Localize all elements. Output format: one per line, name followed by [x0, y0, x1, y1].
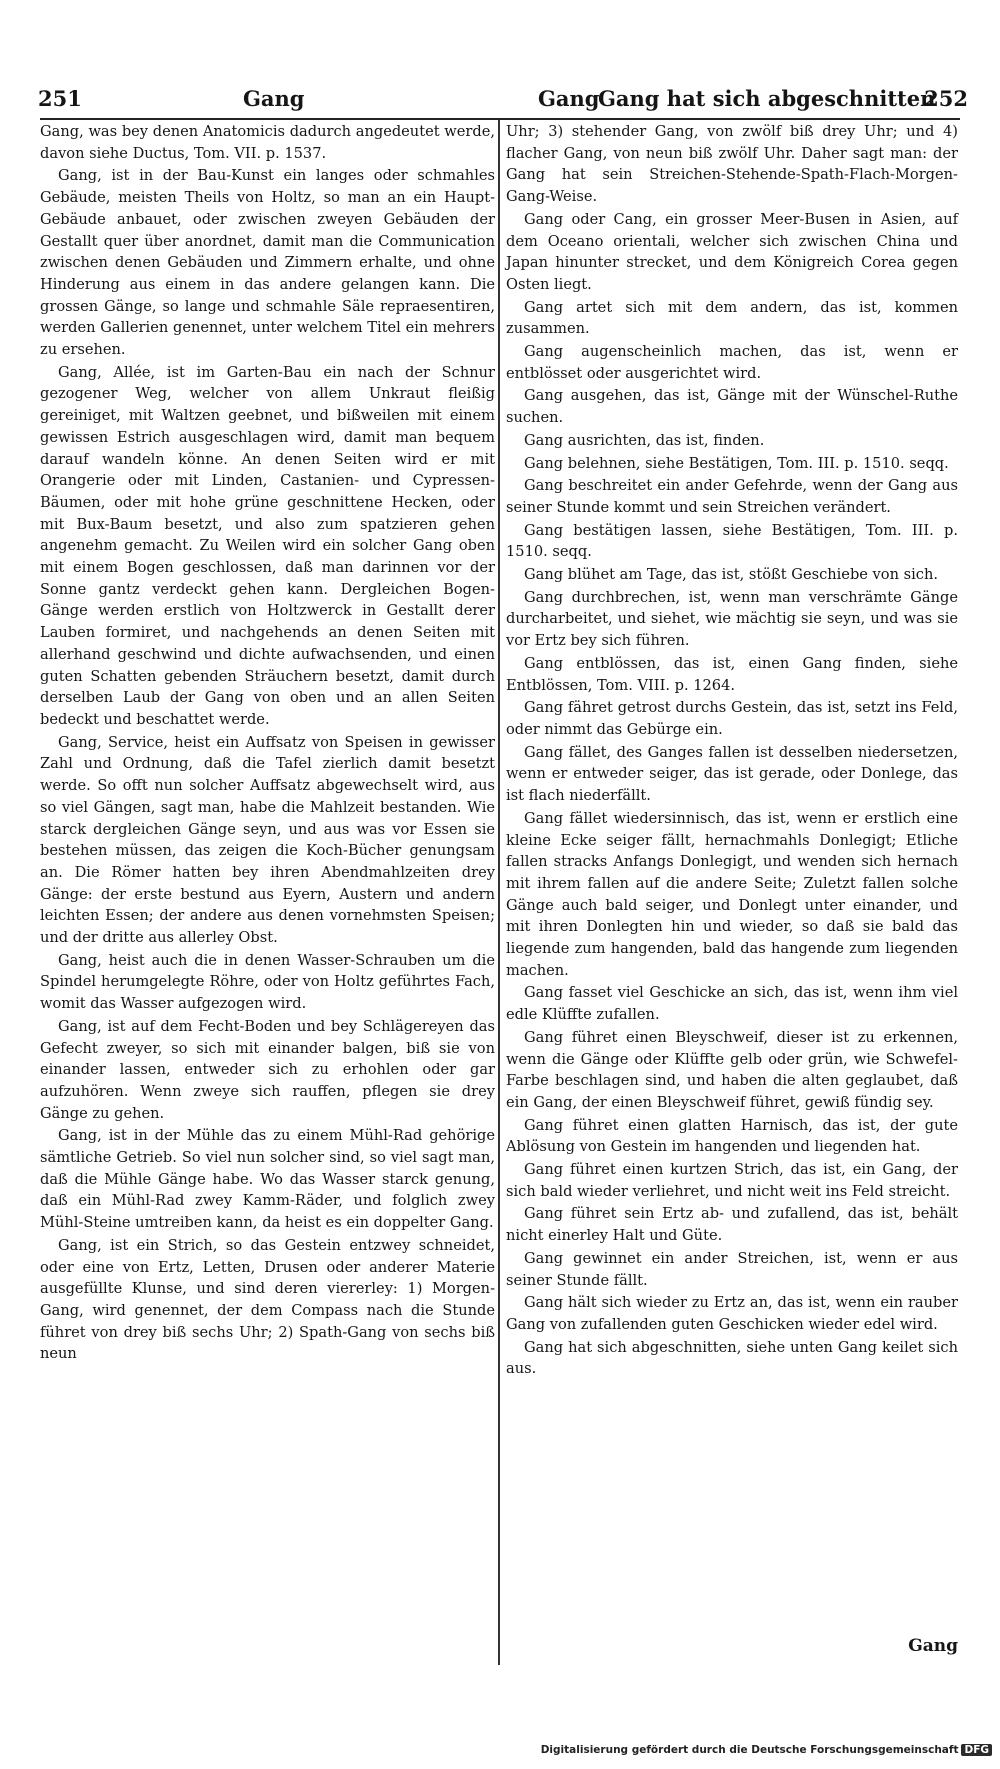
entry-paragraph: Uhr; 3) stehender Gang, von zwölf biß drey Uhr; und 4) flacher Gang, von neun biß zwölf Uhr. Daher sagt man: der Gang hat sein Streichen-Stehende-Spath-Flach-Morgen-Gang-Weise.: [506, 123, 958, 206]
entry-paragraph: Gang ausgehen, das ist, Gänge mit der Wünschel-Ruthe suchen.: [506, 387, 958, 427]
header-rule: [40, 118, 960, 120]
entry-paragraph: Gang fähret getrost durchs Gestein, das ist, setzt ins Feld, oder nimmt das Gebürge ein.: [506, 699, 958, 738]
left-page-number: 251: [38, 86, 82, 111]
entry-paragraph: Gang führet einen kurtzen Strich, das ist, ein Gang, der sich bald wieder verliehret, und nicht weit ins Feld streicht.: [506, 1161, 958, 1200]
digitization-footer: [541, 1744, 992, 1756]
page-header: [38, 82, 968, 116]
entry-paragraph: Gang hat sich abgeschnitten, siehe unten Gang keilet sich aus.: [506, 1338, 958, 1378]
entry-paragraph: Gang durchbrechen, ist, wenn man verschrämte Gänge durcharbeitet, und siehet, wie mächtig sie seyn, und was sie vor Ertz bey sich führen.: [506, 588, 958, 650]
entry-paragraph: Gang beschreitet ein ander Gefehrde, wenn der Gang aus seiner Stunde kommt und sein Streichen verändert.: [506, 477, 958, 516]
left-running-title: Gang: [243, 86, 305, 111]
right-column: [506, 121, 958, 1381]
entry-paragraph: Gang artet sich mit dem andern, das ist, kommen zusammen.: [506, 298, 958, 338]
entry-paragraph: Gang, was bey denen Anatomicis dadurch angedeutet werde, davon siehe Ductus, Tom. VII. p. 1537.: [40, 123, 495, 162]
entry-paragraph: Gang blühet am Tage, das ist, stößt Geschiebe von sich.: [524, 566, 938, 584]
entry-paragraph: Gang fasset viel Geschicke an sich, das ist, wenn ihm viel edle Klüffte zufallen.: [506, 984, 958, 1024]
entry-paragraph: Gang entblössen, das ist, einen Gang finden, siehe Entblössen, Tom. VIII. p. 1264.: [506, 654, 958, 694]
footer-text: Digitalisierung gefördert durch die Deutsche Forschungsgemeinschaft: [540, 1744, 959, 1756]
entry-paragraph: Gang gewinnet ein ander Streichen, ist, wenn er aus seiner Stunde fällt.: [506, 1249, 958, 1289]
entry-paragraph: Gang bestätigen lassen, siehe Bestätigen, Tom. III. p. 1510. seqq.: [506, 521, 958, 561]
entry-paragraph: Gang, Allée, ist im Garten-Bau ein nach der Schnur gezogener Weg, welcher von allem Unkraut fleißig gereiniget, mit Waltzen geebnet, und bißweilen mit einem gewissen Estrich ausgeschlagen wird, damit man bequem darauf wandeln könne. An denen Seiten wird er mit Orangerie oder mit Linden, Castanien- und Cypressen-Bäumen, oder mit hohe grüne geschnittene Hecken, oder mit Bux-Baum besetzt, und also zum spatzieren gehen angenehm gemacht. Zu Weilen wird ein solcher Gang oben mit einem Bogen geschlossen, daß man darinnen vor der Sonne gantz verdeckt gehen kann. Dergleichen Bogen-Gänge werden erstlich von Holtzwerck in Gestallt derer Lauben formiret, und nachgehends an denen Seiten mit allerhand geschwind und dichte aufwachsenden, und einen guten Schatten gebenden Sträuchern besetzt, damit durch derselben Laub der Gang von oben und an allen Seiten bedeckt und beschattet werde.: [40, 363, 495, 728]
entry-paragraph: Gang, heist auch die in denen Wasser-Schrauben um die Spindel herumgelegte Röhre, oder von Holtz geführtes Fach, womit das Wasser aufgezogen wird.: [40, 951, 495, 1013]
entry-paragraph: Gang oder Cang, ein grosser Meer-Busen in Asien, auf dem Oceano orientali, welcher sich zwischen China und Japan hinunter strecket, und dem Königreich Corea gegen Osten liegt.: [506, 210, 958, 293]
entry-paragraph: Gang führet sein Ertz ab- und zufallend, das ist, behält nicht einerley Halt und Güte.: [506, 1205, 958, 1245]
entry-paragraph: Gang fället wiedersinnisch, das ist, wenn er erstlich eine kleine Ecke seiger fällt, hernachmahls Donlegigt; Etliche fallen stracks Anfangs Donlegigt, und wenden sich hernach mit ihrem fallen auf die andere Seite; Zuletzt fallen solche Gänge auch bald seiger, und Donlegt unter einander, und mit ihren Donlegten hin und wieder, so daß sie bald das liegende zum hangenden, bald das hangende zum liegenden machen.: [506, 809, 958, 979]
entry-paragraph: Gang fället, des Ganges fallen ist desselben niedersetzen, wenn er entweder seiger, das ist gerade, oder Donlege, das ist flach niederfällt.: [506, 743, 958, 805]
catchword: Gang: [908, 1636, 958, 1656]
right-running-title-last: Gang hat sich abgeschnitten: [598, 86, 936, 111]
entry-paragraph: Gang belehnen, siehe Bestätigen, Tom. III. p. 1510. seqq.: [524, 454, 949, 472]
entry-paragraph: Gang führet einen Bleyschweif, dieser ist zu erkennen, wenn die Gänge oder Klüffte gelb oder grün, wie Schwefel-Farbe beschlagen sind, und haben die alten geglaubet, daß ein Gang, der einen Bleyschweif führet, gewiß fündig sey.: [506, 1028, 958, 1111]
column-divider: [498, 120, 500, 1665]
entry-paragraph: Gang, ist auf dem Fecht-Boden und bey Schlägereyen das Gefecht zweyer, so sich mit einander balgen, biß sie von einander lassen, entweder sich zu erhohlen oder gar aufzuhören. Wenn zweye sich rauffen, pflegen sie drey Gänge zu gehen.: [40, 1017, 495, 1122]
entry-paragraph: Gang, ist ein Strich, so das Gestein entzwey schneidet, oder eine von Ertz, Letten, Drusen oder anderer Materie ausgefüllte Klunse, und sind deren viererley: 1) Morgen-Gang, wird genennet, der dem Compass nach die Stunde führet von drey biß sechs Uhr; 2) Spath-Gang von sechs biß neun: [40, 1236, 495, 1363]
entry-paragraph: Gang hält sich wieder zu Ertz an, das ist, wenn ein rauber Gang von zufallenden guten Geschicken wieder edel wird.: [506, 1294, 958, 1333]
left-column: [40, 121, 495, 1366]
entry-paragraph: Gang augenscheinlich machen, das ist, wenn er entblösset oder ausgerichtet wird.: [506, 343, 958, 382]
entry-paragraph: Gang führet einen glatten Harnisch, das ist, der gute Ablösung von Gestein im hangenden und liegenden hat.: [506, 1116, 958, 1156]
entry-paragraph: Gang, ist in der Mühle das zu einem Mühl-Rad gehörige sämtliche Getrieb. So viel nun solcher sind, so viel sagt man, daß die Mühle Gänge habe. Wo das Wasser starck genung, daß ein Mühl-Rad zwey Kamm-Räder, und folglich zwey Mühl-Steine umtreiben kann, da heist es ein doppelter Gang.: [40, 1127, 495, 1232]
dfg-logo: DFG: [961, 1744, 992, 1756]
entry-paragraph: Gang, ist in der Bau-Kunst ein langes oder schmahles Gebäude, meisten Theils von Holtz, so man an ein Haupt-Gebäude anbauet, oder zwischen zweyen Gebäuden der Gestallt quer über anordnet, damit man die Communication zwischen denen Gebäuden und Zimmern erhalte, und ohne Hinderung aus einem in das andere gelangen kann. Die grossen Gänge, so lange und schmahle Säle repraesentiren, werden Gallerien genennet, unter welchem Titel ein mehrers zu ersehen.: [40, 167, 495, 359]
right-page-number: 252: [924, 86, 968, 111]
entry-paragraph: Gang ausrichten, das ist, finden.: [524, 431, 765, 449]
entry-paragraph: Gang, Service, heist ein Auffsatz von Speisen in gewisser Zahl und Ordnung, daß die Tafel zierlich damit besetzt werde. So offt nun solcher Auffsatz abgewechselt wird, aus so viel Gängen, sagt man, habe die Mahlzeit bestanden. Wie starck dergleichen Gänge seyn, und aus was vor Essen sie bestehen müssen, das zeigen die Koch-Bücher genungsam an. Die Römer hatten bey ihren Abendmahlzeiten drey Gänge: der erste bestund aus Eyern, Austern und andern leichten Essen; der andere aus denen vornehmsten Speisen; und der dritte aus allerley Obst.: [40, 733, 495, 947]
right-running-title-first: Gang: [538, 86, 600, 111]
